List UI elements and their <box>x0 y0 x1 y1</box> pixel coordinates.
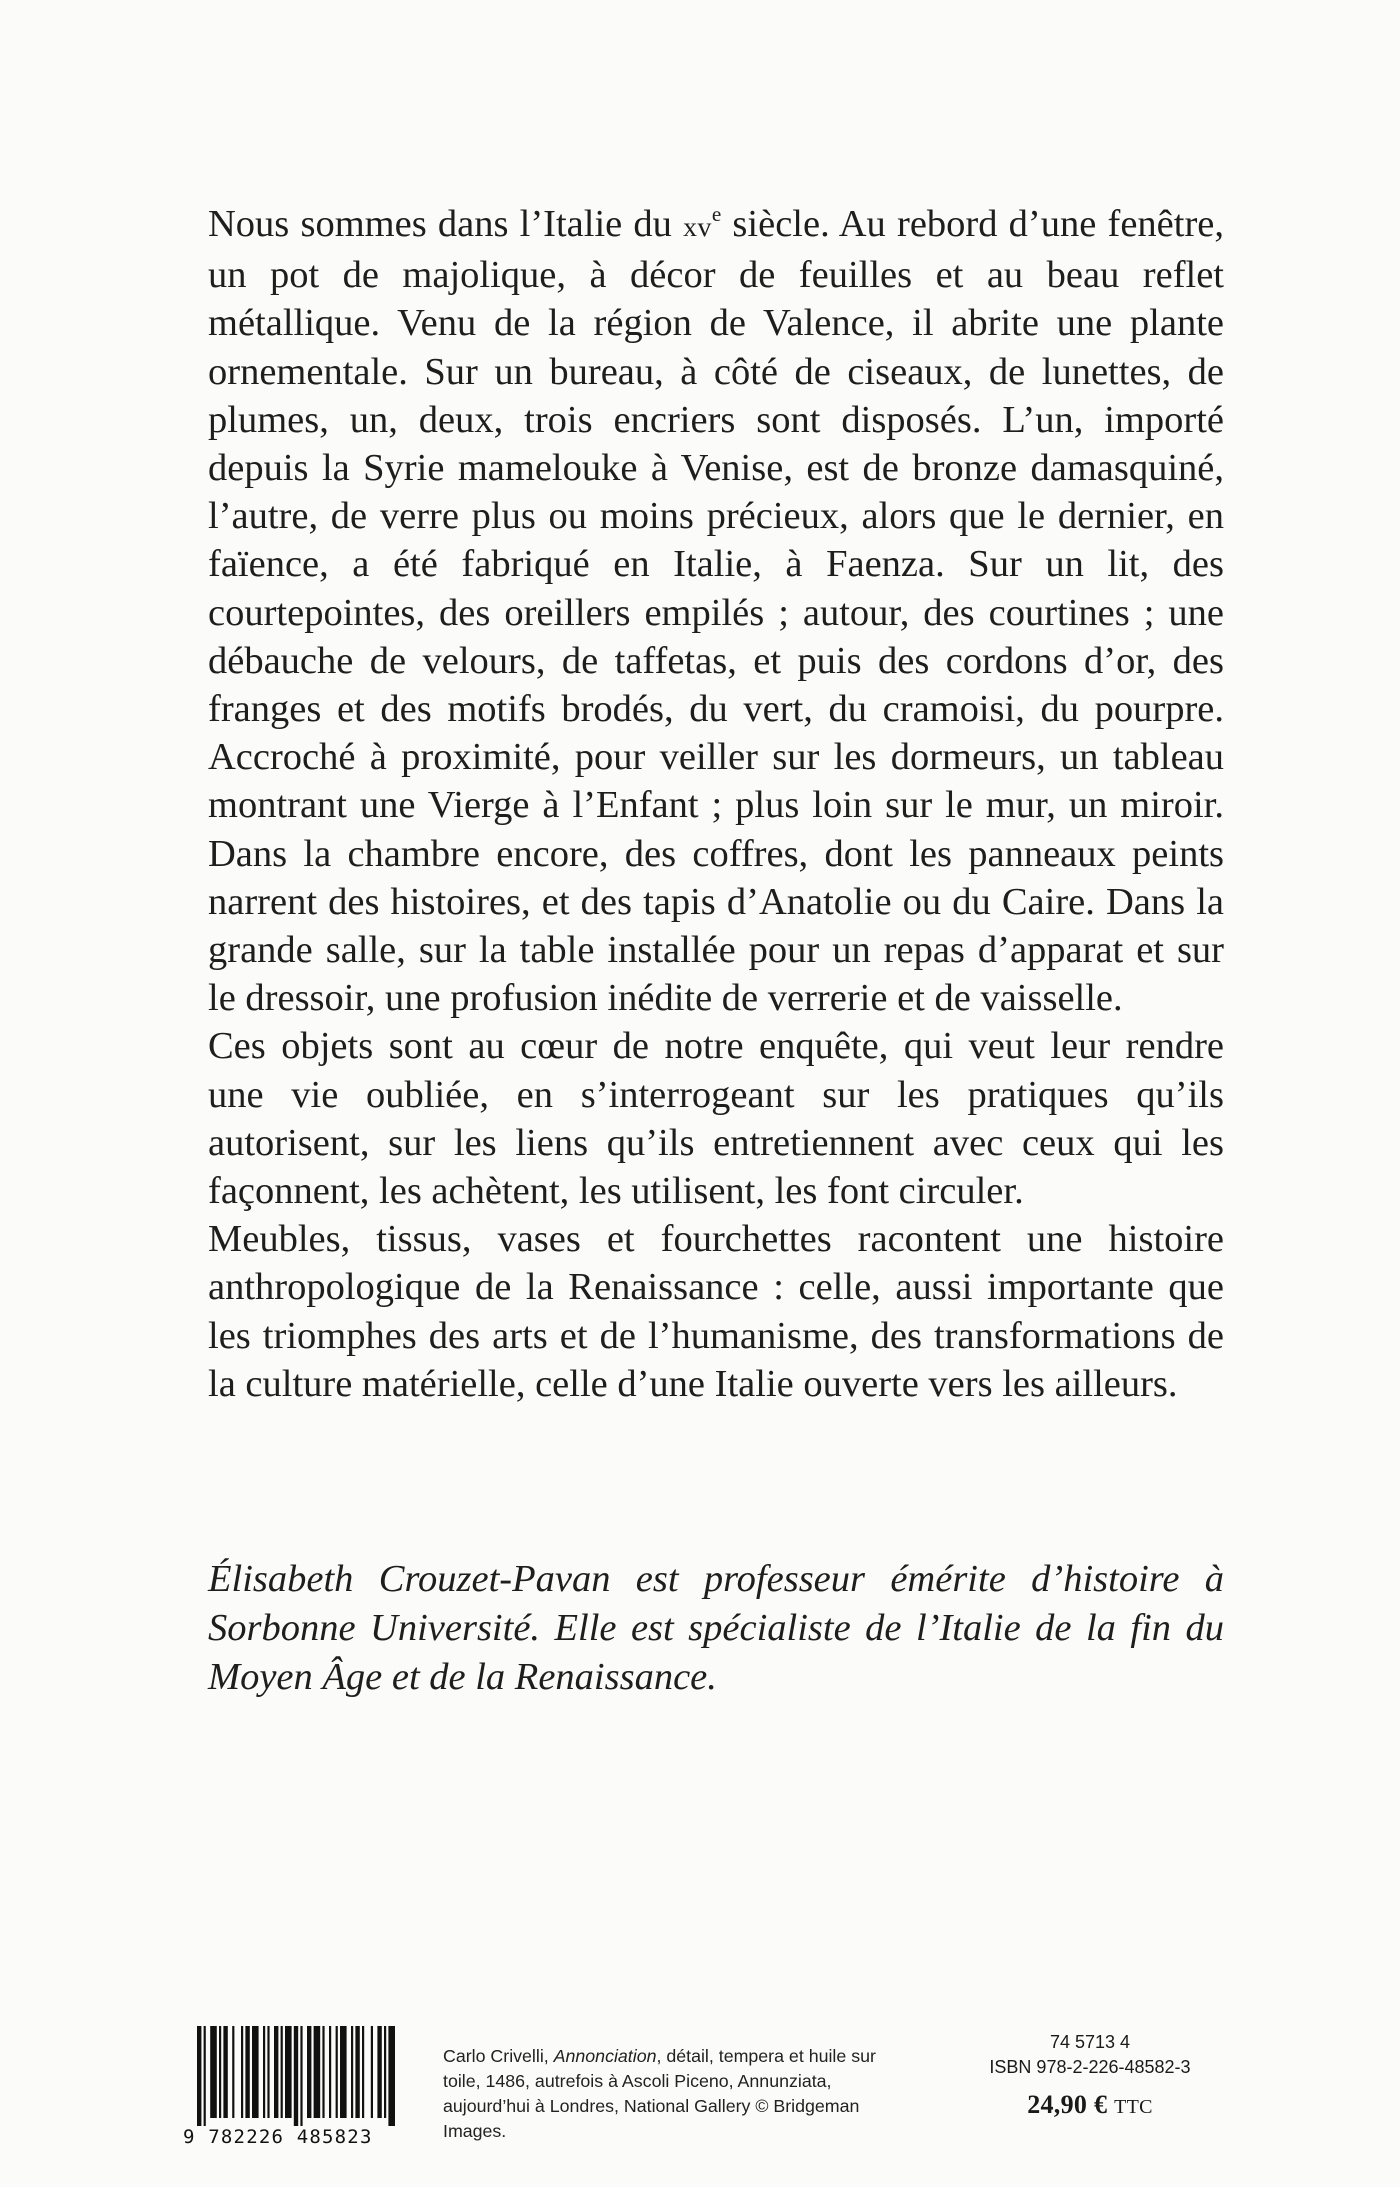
barcode-bar <box>314 2026 321 2118</box>
price-block <box>960 2030 1220 2120</box>
barcode-bar <box>274 2026 278 2118</box>
barcode-bar <box>285 2026 292 2118</box>
barcode-bar <box>388 2026 395 2126</box>
barcode-bar <box>377 2026 381 2118</box>
blurb-paragraph-1: Nous sommes dans l’Italie du $xv^e$ siècle. Au rebord d’une fenêtre, un pot de majolique, à décor de feuilles et au beau reflet métallique. Venu de la région de Valence, il abrite une plante ornementale. Sur un bureau, à côté de ciseaux, de lunettes, de plumes, un, deux, trois encriers sont disposés. L’un, importé depuis la Syrie mamelouke à Venise, est de bronze damasquiné, l’autre, de verre plus ou moins précieux, alors que le dernier, en faïence, a été fabriqué en Italie, à Faenza. Sur un lit, des courtepointes, des oreillers empilés ; autour, des courtines ; une débauche de velours, de taffetas, et puis des cordons d’or, des franges et des motifs brodés, du vert, du cramoisi, du pourpre. Accroché à proximité, pour veiller sur les dormeurs, un tableau montrant une Vierge à l’Enfant ; plus loin sur le mur, un miroir. Dans la chambre encore, des coffres, dont les panneaux peints narrent des histoires, et des tapis d’Anatolie ou du Caire. Dans la grande salle, sur la table installée pour un repas d’apparat et sur le dressoir, une profusion inédite de verrerie et de vaisselle. <box>208 202 1224 1020</box>
barcode-bar <box>371 2026 373 2118</box>
barcode-bar <box>263 2026 265 2118</box>
barcode-bar <box>245 2026 249 2118</box>
barcode-bar <box>219 2026 221 2118</box>
barcode-bar <box>267 2026 269 2118</box>
isbn-number: ISBN 978-2-226-48582-3 <box>989 2057 1191 2077</box>
price <box>960 2090 1220 2120</box>
barcode-bar <box>307 2026 311 2118</box>
barcode-bar <box>210 2026 217 2118</box>
barcode-bar <box>204 2026 206 2126</box>
barcode-bar <box>223 2026 227 2118</box>
painting-title: Annonciation <box>553 2046 657 2066</box>
barcode-bar <box>384 2026 386 2118</box>
blurb-paragraph-3: Meubles, tissus, vases et fourchettes racontent une histoire anthropologique de la Renaissance : celle, aussi importante que les triomphes des arts et de l’humanisme, des transformations de la culture matérielle, celle d’une Italie ouverte vers les ailleurs. <box>208 1218 1224 1405</box>
isbn-barcode <box>183 2026 411 2148</box>
barcode-bar <box>294 2026 298 2126</box>
century-superscript: e <box>711 202 722 227</box>
century-numeral: xv <box>683 211 712 242</box>
barcode-bar <box>300 2026 302 2126</box>
barcode-bar <box>340 2026 347 2118</box>
barcode-bars <box>183 2026 411 2126</box>
barcode-bar <box>329 2026 331 2118</box>
image-credit: Carlo Crivelli, Annonciation, détail, tempera et huile sur toile, 1486, autrefois à Ascoli Piceno, Annunziata, aujourd’hui à Londres, National Gallery © Bridgeman Images. <box>443 2046 876 2141</box>
blurb-paragraph-2: Ces objets sont au cœur de notre enquête, qui veut leur rendre une vie oubliée, en s’interrogeant sur les pratiques qu’ils autorisent, sur les liens qu’ils entretiennent avec ceux qui les façonnent, les achètent, les utilisent, les font circuler. <box>208 1025 1224 1213</box>
barcode-bar <box>351 2026 353 2118</box>
barcode-bar <box>232 2026 234 2118</box>
barcode-bar <box>241 2026 243 2118</box>
price-value: 24,90 € <box>1027 2090 1108 2119</box>
barcode-bar <box>322 2026 324 2118</box>
barcode-bar <box>281 2026 283 2118</box>
barcode-digits: 9 782226 485823 <box>183 2126 373 2148</box>
barcode-bar <box>362 2026 364 2118</box>
barcode-bar <box>252 2026 259 2118</box>
author-bio: Élisabeth Crouzet-Pavan est professeur émérite d’histoire à Sorbonne Université. Elle est spécialiste de l’Italie de la fin du Moyen Âge et de la Renaissance. <box>208 1558 1224 1698</box>
barcode-bar <box>355 2026 359 2118</box>
barcode-bar <box>197 2026 201 2126</box>
barcode-bar <box>336 2026 338 2118</box>
product-code: 74 5713 4 <box>1049 2032 1131 2052</box>
price-ttc: TTC <box>1114 2096 1153 2118</box>
blurb-text <box>208 200 1224 1408</box>
